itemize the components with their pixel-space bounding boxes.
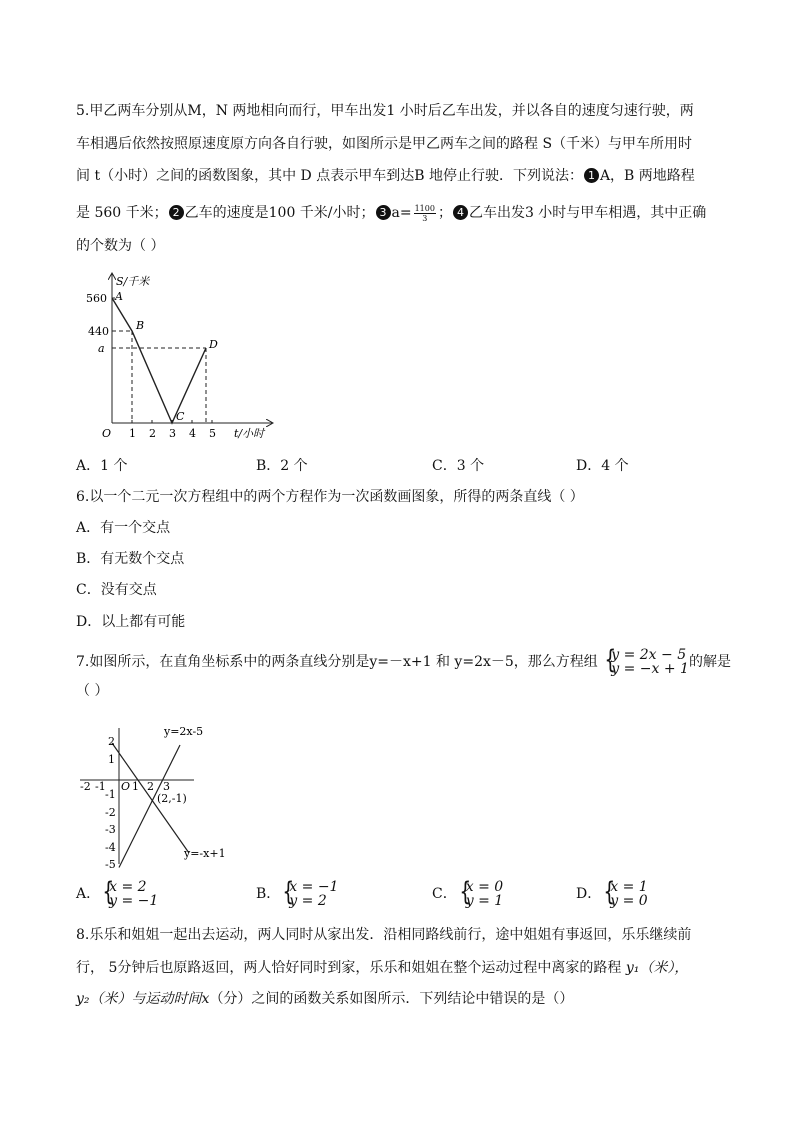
brace-icon: {	[603, 877, 616, 907]
point-c-label: C	[176, 410, 185, 423]
origin-label: O	[121, 780, 131, 793]
row-1: x = −1	[289, 879, 339, 895]
q5-statement-2: 乙车的速度是100 千米/小时；	[184, 205, 375, 221]
point-a-label: A	[115, 290, 123, 303]
y-tick-a: a	[98, 342, 105, 355]
q7-option-d-system	[601, 877, 648, 909]
q7-stem-line	[76, 645, 731, 677]
x-tick-5: 5	[209, 427, 216, 440]
q8-line-3	[76, 989, 573, 1009]
row-1: x = 2	[109, 879, 147, 895]
y-tick-neg5: -5	[105, 858, 116, 870]
y-tick-neg3: -3	[105, 823, 116, 836]
fraction-numerator: 1100	[414, 203, 435, 213]
line2-label: y=-x+1	[184, 847, 226, 860]
q7-option-a[interactable]	[76, 877, 159, 909]
row-1: x = 0	[465, 879, 504, 895]
q7-stem: 7.如图所示，在直角坐标系中的两条直线分别是y=－x+1 和 y=2x－5，那么方程组	[76, 654, 598, 670]
q8-x-var: x	[201, 991, 210, 1007]
q5-option-c[interactable]: C．3 个	[432, 458, 485, 474]
x-axis-label: t/小时	[234, 427, 265, 440]
q7-equation-system	[602, 645, 689, 677]
y-tick-neg1: -1	[105, 788, 116, 801]
x-tick-1: 1	[129, 427, 136, 440]
intersection-label: (2,-1)	[157, 792, 187, 805]
y-tick-2: 2	[108, 735, 115, 748]
q7-option-c-letter: C．	[432, 886, 457, 902]
q7-paren: （ ）	[76, 683, 109, 699]
y-tick-neg2: -2	[105, 806, 116, 819]
x-tick-neg1: -1	[95, 780, 106, 793]
x-tick-3: 3	[163, 780, 170, 793]
q5-option-b[interactable]: B．2 个	[256, 458, 308, 474]
q5-statement-1: 是 560 千米；	[76, 205, 168, 221]
row-2: y = 1	[465, 893, 504, 909]
q8-line-3-rest: （分）之间的函数关系如图所示．下列结论中错误的是（）	[209, 991, 574, 1007]
x-tick-1: 1	[132, 780, 139, 793]
row-1: x = 1	[610, 879, 648, 895]
brace-icon: {	[459, 877, 471, 907]
line1-label: y=2x-5	[164, 725, 204, 738]
q7-option-c[interactable]	[432, 877, 504, 909]
y-tick-neg4: -4	[105, 841, 116, 854]
fraction	[414, 204, 436, 223]
origin-label: O	[102, 427, 112, 440]
x-tick-2: 2	[149, 427, 156, 440]
q6-option-c[interactable]: C．没有交点	[76, 582, 157, 598]
q5-line-3-text: 间 t（小时）之间的函数图象，其中 D 点表示甲车到达B 地停止行驶．下列说法：	[76, 168, 583, 184]
q6-stem: 6.以一个二元一次方程组中的两个方程作为一次函数画图象，所得的两条直线（ ）	[76, 489, 584, 505]
q7-option-b-letter: B．	[256, 886, 281, 902]
circled-2-icon: 2	[169, 205, 184, 220]
q7-option-c-system	[457, 877, 504, 909]
row-2: y = 2	[289, 893, 327, 909]
q5-line-4	[76, 203, 706, 223]
y-tick-1: 1	[108, 753, 115, 766]
x-tick-4: 4	[189, 427, 196, 440]
q5-option-a[interactable]: A．1 个	[76, 458, 128, 474]
q7-graph	[76, 720, 236, 870]
y-axis-label: S/千米	[116, 275, 150, 288]
system-row-1: y = 2x − 5	[611, 647, 687, 663]
circled-3-icon: 3	[376, 205, 391, 220]
system-row-2: y = −x + 1	[611, 661, 689, 677]
q7-stem-tail: 的解是	[688, 654, 731, 670]
q5-line-2: 车相遇后依然按照原速度原方向各自行驶，如图所示是甲乙两车之间的路程 S（千米）与甲车所用时	[76, 136, 693, 152]
y-tick-560: 560	[86, 292, 107, 305]
q6-option-d[interactable]: D．以上都有可能	[76, 614, 186, 630]
y-tick-440: 440	[88, 325, 109, 338]
q7-option-d[interactable]	[576, 877, 648, 909]
brace-icon: {	[102, 877, 115, 907]
brace-icon: {	[282, 877, 295, 907]
q5-separator: ；	[437, 205, 452, 221]
circled-4-icon: 4	[453, 205, 468, 220]
x-tick-2: 2	[147, 780, 154, 793]
q7-option-b-system	[280, 877, 339, 909]
fraction-denominator: 3	[422, 213, 428, 223]
row-2: y = −1	[109, 893, 159, 909]
brace-icon: {	[604, 645, 617, 675]
q7-option-a-letter: A．	[76, 886, 101, 902]
q5-line-1: 5.甲乙两车分别从M，N 两地相向而行，甲车出发1 小时后乙车出发，并以各自的速度匀速行驶，两	[76, 103, 694, 119]
point-d-label: D	[209, 338, 218, 351]
q5-line-5: 的个数为（ ）	[76, 238, 165, 254]
q6-option-b[interactable]: B．有无数个交点	[76, 551, 185, 567]
x-tick-3: 3	[169, 427, 176, 440]
q7-option-b[interactable]	[256, 877, 339, 909]
q8-line-2-text: 行， 5分钟后也原路返回，两人恰好同时到家，乐乐和姐姐在整个运动过程中离家的路程	[76, 960, 622, 976]
q5-line-3-tail: A，B 两地路程	[599, 168, 695, 184]
q7-option-a-system	[100, 877, 159, 909]
q8-line-2	[76, 958, 688, 978]
q8-line-1: 8.乐乐和姐姐一起出去运动，两人同时从家出发．沿相同路线前行，途中姐姐有事返回，乐乐继续前	[76, 927, 692, 943]
distance-polyline	[112, 298, 206, 423]
x-tick-neg2: -2	[80, 780, 91, 793]
q5-graph	[82, 268, 282, 446]
circled-1-icon: 1	[584, 168, 599, 183]
q8-y1: y₁（米），	[625, 960, 689, 976]
row-2: y = 0	[610, 893, 648, 909]
q5-line-3	[76, 166, 695, 186]
q7-option-d-letter: D．	[576, 886, 602, 902]
q6-option-a[interactable]: A．有一个交点	[76, 520, 171, 536]
q8-y2: y₂（米）与运动时间	[76, 991, 202, 1007]
point-b-label: B	[136, 319, 145, 332]
q5-statement-3: a=	[391, 205, 412, 221]
q5-option-d[interactable]: D．4 个	[576, 458, 629, 474]
q5-statement-4: 乙车出发3 小时与甲车相遇，其中正确	[468, 205, 707, 221]
line-y-2x-5	[119, 745, 180, 868]
